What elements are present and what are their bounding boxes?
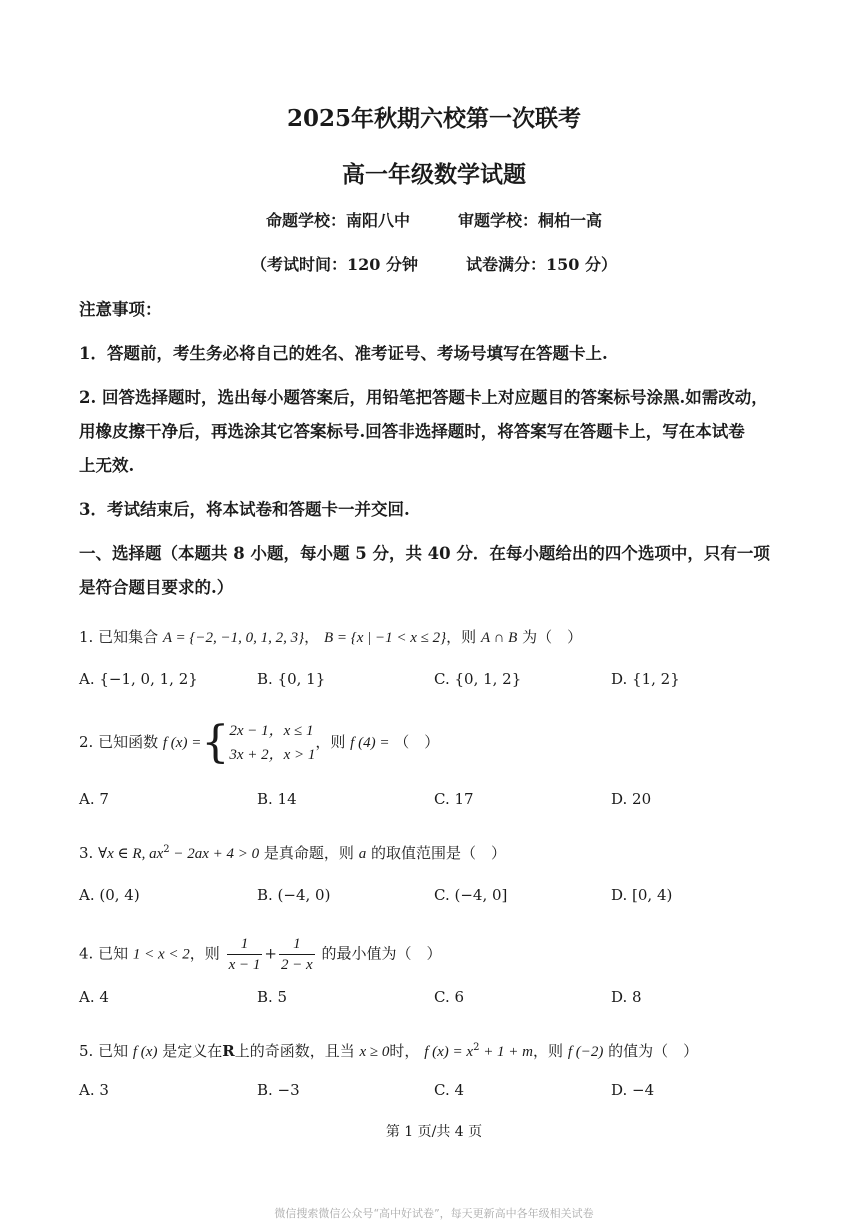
q4-option-b: B. 5 (257, 988, 288, 1006)
q5-option-b: B. −3 (257, 1081, 300, 1099)
q5-text-2: 上的奇函数，且当 (234, 1042, 355, 1060)
q2-prefix: 2. 已知函数 (79, 733, 159, 751)
q1-option-b: B. {0, 1} (257, 670, 326, 688)
q3-option-a: A. (0, 4) (79, 886, 140, 904)
q4-fraction-1 (227, 934, 263, 975)
q2-option-a: A. 7 (79, 790, 109, 808)
q4-then: ，则 (189, 944, 220, 963)
note-1: 1．答题前，考生务必将自己的姓名、准考证号、考场号填写在答题卡上. (79, 344, 608, 363)
q3-prefix: 3. (79, 844, 94, 862)
note-2-line-3: 上无效. (79, 456, 135, 475)
q5-condition: x ≥ 0 (359, 1044, 390, 1060)
q5-definition-rest: + 1 + m (479, 1044, 534, 1060)
q5-function: f (x) (132, 1044, 158, 1060)
q2-case-1: 2x − 1，x ≤ 1 (229, 723, 314, 739)
q5-option-c: C. 4 (434, 1081, 465, 1099)
q4-fraction-2-numerator: 1 (279, 934, 315, 955)
exam-time-info: （考试时间：120 分钟 试卷满分：150 分） (251, 255, 617, 274)
exam-title: 2025年秋期六校第一次联考 (286, 105, 581, 132)
exam-subtitle: 高一年级数学试题 (342, 161, 526, 188)
section-1-heading-line-1: 一、选择题（本题共 8 小题，每小题 5 分，共 40 分．在每小题给出的四个选项中，只有一项 (79, 544, 770, 563)
q3-quantifier: ∀x ∈ R, ax (98, 846, 164, 862)
q1-option-a: A. {−1, 0, 1, 2} (79, 670, 198, 688)
q1-set-a: A = {−2, −1, 0, 1, 2, 3} (162, 630, 305, 646)
q4-option-d: D. 8 (611, 988, 642, 1006)
q2-option-c: C. 17 (434, 790, 474, 808)
q5-real-set: R (222, 1042, 235, 1060)
q2-function: f (x) = (162, 735, 202, 751)
q2-evaluate: f (4) = (350, 735, 390, 751)
question-5-stem (79, 1040, 698, 1061)
q3-suffix: 的取值范围是（ ） (371, 844, 507, 862)
question-2-stem (79, 719, 439, 767)
q2-case-2: 3x + 2，x > 1 (229, 747, 316, 763)
question-1-stem (79, 626, 582, 647)
q4-prefix: 4. 已知 (79, 944, 129, 963)
q5-option-d: D. −4 (611, 1081, 655, 1099)
q4-fraction-2 (279, 934, 315, 975)
page-number: 第 1 页/共 4 页 (385, 1124, 483, 1140)
q5-prefix: 5. 已知 (79, 1042, 129, 1060)
section-1-heading-line-2: 是符合题目要求的.） (79, 578, 234, 597)
q4-fraction-1-denominator: x − 1 (228, 957, 261, 973)
note-2-line-2: 用橡皮擦干净后，再选涂其它答案标号.回答非选择题时，将答案写在答题卡上，写在本试卷 (79, 422, 745, 441)
q3-option-d: D. [0, 4) (611, 886, 673, 904)
question-4-stem (79, 934, 442, 975)
q1-option-d: D. {1, 2} (611, 670, 680, 688)
q4-range: 1 < x < 2 (132, 946, 190, 963)
q2-then: ，则 (315, 733, 346, 751)
q1-set-b: B = {x | −1 < x ≤ 2} (323, 630, 447, 646)
q1-intersection: A ∩ B (480, 630, 518, 646)
q5-text-3: 时， (389, 1042, 420, 1060)
q1-then: ，则 (446, 628, 477, 646)
q2-suffix: （ ） (394, 733, 440, 751)
q3-inequality: − 2ax + 4 > 0 (169, 846, 260, 862)
q5-text-1: 是定义在 (162, 1042, 223, 1060)
q2-option-b: B. 14 (257, 790, 297, 808)
q1-suffix: 为（ ） (522, 628, 583, 646)
q5-suffix: 的值为（ ） (608, 1042, 699, 1060)
q4-suffix: 的最小值为（ ） (321, 944, 442, 963)
q1-sep: ， (304, 628, 320, 646)
q5-option-a: A. 3 (79, 1081, 109, 1099)
q2-option-d: D. 20 (611, 790, 652, 808)
note-3: 3．考试结束后，将本试卷和答题卡一并交回. (79, 500, 410, 519)
q5-exponent: 2 (473, 1042, 480, 1053)
q3-middle: 是真命题，则 (263, 844, 354, 862)
q3-option-b: B. (−4, 0) (257, 886, 331, 904)
school-info: 命题学校：南阳八中 审题学校：桐柏一高 (265, 211, 602, 230)
q2-left-brace: { (201, 717, 230, 768)
watermark-text: 微信搜索微信公众号“高中好试卷”，每天更新高中各年级相关试卷 (274, 1207, 594, 1220)
question-3-stem (79, 842, 506, 863)
q2-piecewise-cases (229, 719, 315, 767)
q5-definition: f (x) = x (424, 1044, 474, 1060)
q3-option-c: C. (−4, 0] (434, 886, 508, 904)
q3-exponent: 2 (163, 844, 170, 855)
q4-option-a: A. 4 (79, 988, 109, 1006)
note-2-line-1: 2. 回答选择题时，选出每小题答案后，用铅笔把答题卡上对应题目的答案标号涂黑.如需改动， (79, 388, 768, 407)
q5-evaluate: f (−2) (567, 1044, 604, 1060)
q1-prefix: 1. 已知集合 (79, 628, 159, 646)
q4-fraction-2-denominator: 2 − x (280, 957, 313, 973)
q3-variable: a (358, 846, 367, 862)
q4-plus: + (264, 944, 277, 963)
notes-heading: 注意事项： (79, 300, 162, 319)
q4-fraction-1-numerator: 1 (227, 934, 263, 955)
q4-option-c: C. 6 (434, 988, 465, 1006)
q5-text-4: ，则 (533, 1042, 564, 1060)
q1-option-c: C. {0, 1, 2} (434, 670, 522, 688)
